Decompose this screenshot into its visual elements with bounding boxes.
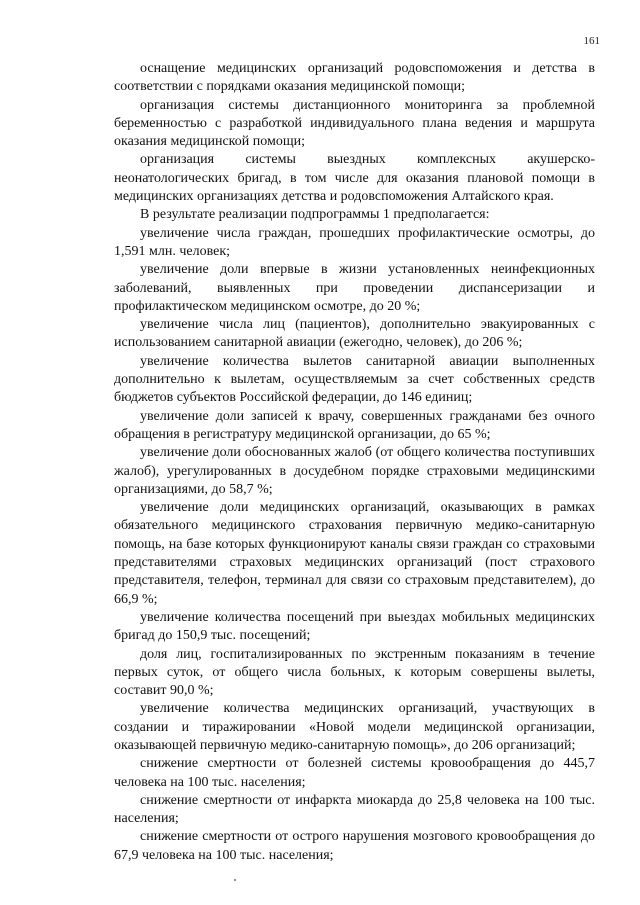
paragraph: увеличение числа лиц (пациентов), дополнительно эвакуированных с использованием санитарной авиации (ежегодно, человек), до 206 %; [114,317,595,351]
paragraph: снижение смертности от инфаркта миокарда до 25,8 человека на 100 тыс. населения; [114,792,595,827]
page-number: 161 [583,35,600,47]
paragraph: увеличение доли обоснованных жалоб (от общего количества поступивших жалоб), урегулированных в досудебном порядке страховыми медицинскими организациями, до 58,7 %; [114,445,595,497]
paragraph: увеличение доли записей к врачу, совершенных гражданами без очного обращения в регистратуру медицинской организации, до 65 %; [114,408,595,442]
paragraph: доля лиц, госпитализированных по экстренным показаниям в течение первых суток, от общего числа больных, к которым совершены вылеты, составит 90,0 %; [114,646,595,699]
paragraph: увеличение доли впервые в жизни установленных неинфекционных заболеваний, выявленных при проведении диспансеризации и профилактическом медицинском осмотре, до 20 %; [114,262,595,314]
paragraph: увеличение доли медицинских организаций, оказывающих в рамках обязательного медицинского страхования первичную медико-санитарную помощь, на базе которых функционируют каналы связи граждан со страховыми представителями страховых медицинских организаций (пост страхового представителя, телефон, терминал для связи со страховым представителем), до 66,9 %; [114,500,595,607]
paragraph: оснащение медицинских организаций родовспоможения и детства в соответствии с порядками оказания медицинской помощи; [114,61,595,95]
paragraph: увеличение количества вылетов санитарной авиации выполненных дополнительно к вылетам, осуществляемым за счет собственных средств бюджетов субъектов Российской федерации, до 146 единиц; [114,353,595,406]
paragraph: увеличение количества посещений при выездах мобильных медицинских бригад до 150,9 тыс. посещений; [114,609,595,644]
paragraph: снижение смертности от болезней системы кровообращения до 445,7 человека на 100 тыс. населения; [114,756,595,790]
paragraph: увеличение числа граждан, прошедших профилактические осмотры, до 1,591 млн. человек; [114,225,595,259]
paragraph: снижение смертности от острого нарушения мозгового кровообращения до 67,9 человека на 100 тыс. населения; [114,829,595,863]
paragraph: увеличение количества медицинских организаций, участвующих в создании и тиражировании «Новой модели медицинской организации, оказывающей первичную медико-санитарную помощь», до 206 организаций; [114,701,595,753]
body-text [114,60,595,865]
scan-speck [234,879,236,881]
paragraph: организация системы выездных комплексных акушерско-неонатологических бригад, в том числе для оказания плановой помощи в медицинских организациях детства и родовспоможения Алтайского края. [114,152,595,205]
paragraph: В результате реализации подпрограммы 1 предполагается: [140,207,490,223]
paragraph: организация системы дистанционного мониторинга за проблемной беременностью с разработкой индивидуального плана ведения и маршрута оказания медицинской помощи; [114,97,595,150]
